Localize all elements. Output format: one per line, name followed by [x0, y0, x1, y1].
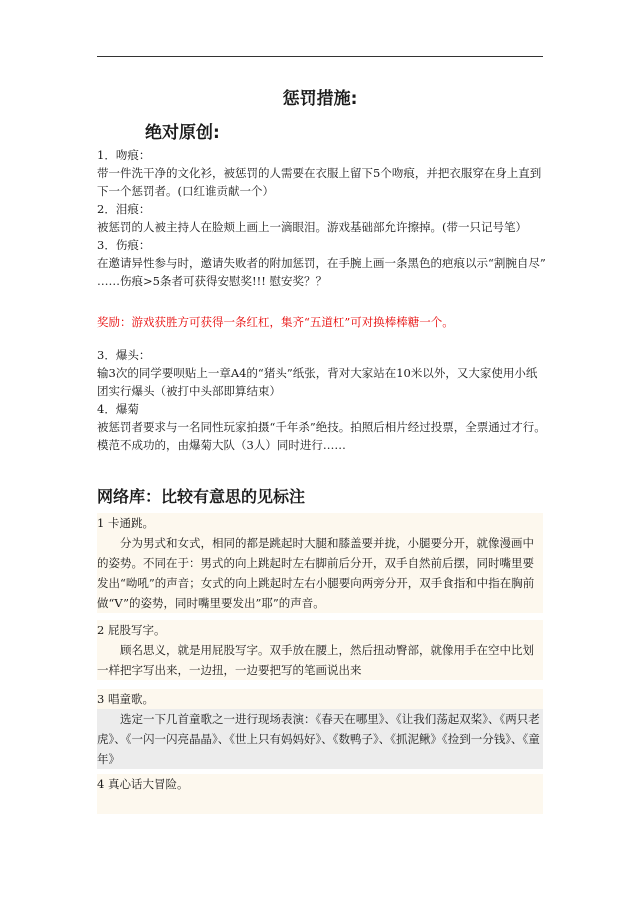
web-item-2 — [97, 620, 543, 680]
item-desc: 选定一下几首童歌之一进行现场表演：《春天在哪里》、《让我们荡起双桨》、《两只老虎》、《一闪一闪亮晶晶》、《世上只有妈妈好》、《数鸭子》、《抓泥鳅》《捡到一分钱》、《童年》 — [97, 709, 543, 769]
item-title: 1 卡通跳。 — [97, 516, 154, 530]
item-desc: 在邀请异性参与时，邀请失败者的附加惩罚，在手腕上画一条黑色的疤痕以示“割腕自尽” ……伤痕>5条者可获得安慰奖!!! 慰安奖？？ — [97, 256, 546, 288]
item-title: 3 唱童歌。 — [97, 692, 154, 706]
web-item-1 — [97, 513, 543, 613]
item-desc: 被惩罚的人被主持人在脸颊上画上一滴眼泪。游戏基础部允许擦掉。(带一只记号笔） — [97, 220, 527, 234]
item-title: 3．伤痕： — [97, 238, 151, 252]
section-subtitle: 绝对原创: — [145, 123, 220, 143]
item-desc: 分为男式和女式，相同的都是跳起时大腿和膝盖要并拢，小腿要分开，就像漫画中的姿势。不同在于：男式的向上跳起时左右脚前后分开，双手自然前后摆，同时嘴里要发出“呦吼”的声音；女式的向上跳起时左右小腿要向两旁分开，双手食指和中指在胸前做“V”的姿势，同时嘴里要发出”耶”的声音。 — [97, 536, 535, 610]
web-section-heading: 网络库：比较有意思的见标注 — [97, 487, 306, 506]
item-title: 1．吻痕： — [97, 148, 151, 162]
item-title: 4．爆菊 — [97, 402, 139, 416]
item-desc: 被惩罚者要求与一名同性玩家拍摄“千年杀”绝技。拍照后相片经过投票，全票通过才行。模范不成功的，由爆菊大队（3人）同时进行…… — [97, 420, 546, 452]
reward-note: 奖励：游戏获胜方可获得一条红杠，集齐“五道杠”可对换棒棒糖一个。 — [97, 315, 454, 329]
original-list — [97, 146, 547, 290]
item-title: 3．爆头： — [97, 348, 151, 362]
item-title: 4 真心话大冒险。 — [97, 777, 189, 791]
web-item-3 — [97, 689, 543, 769]
original-list-2 — [97, 346, 547, 454]
item-desc: 顾名思义，就是用屁股写字。双手放在腰上，然后扭动臀部，就像用手在空中比划一样把字写出来，一边扭，一边要把写的笔画说出来 — [97, 643, 534, 677]
item-title: 2 屁股写字。 — [97, 623, 166, 637]
item-desc: 带一件洗干净的文化衫，被惩罚的人需要在衣服上留下5个吻痕，并把衣服穿在身上直到下一个惩罚者。(口红谁贡献一个） — [97, 166, 542, 198]
item-desc: 输3次的同学要呗贴上一章A4的“猪头”纸张，背对大家站在10米以外，又大家使用小纸团实行爆头（被打中头部即算结束） — [97, 366, 538, 398]
web-item-4 — [97, 774, 543, 814]
page-title: 惩罚措施: — [282, 89, 358, 109]
top-rule — [97, 56, 543, 57]
item-title: 2．泪痕： — [97, 202, 151, 216]
